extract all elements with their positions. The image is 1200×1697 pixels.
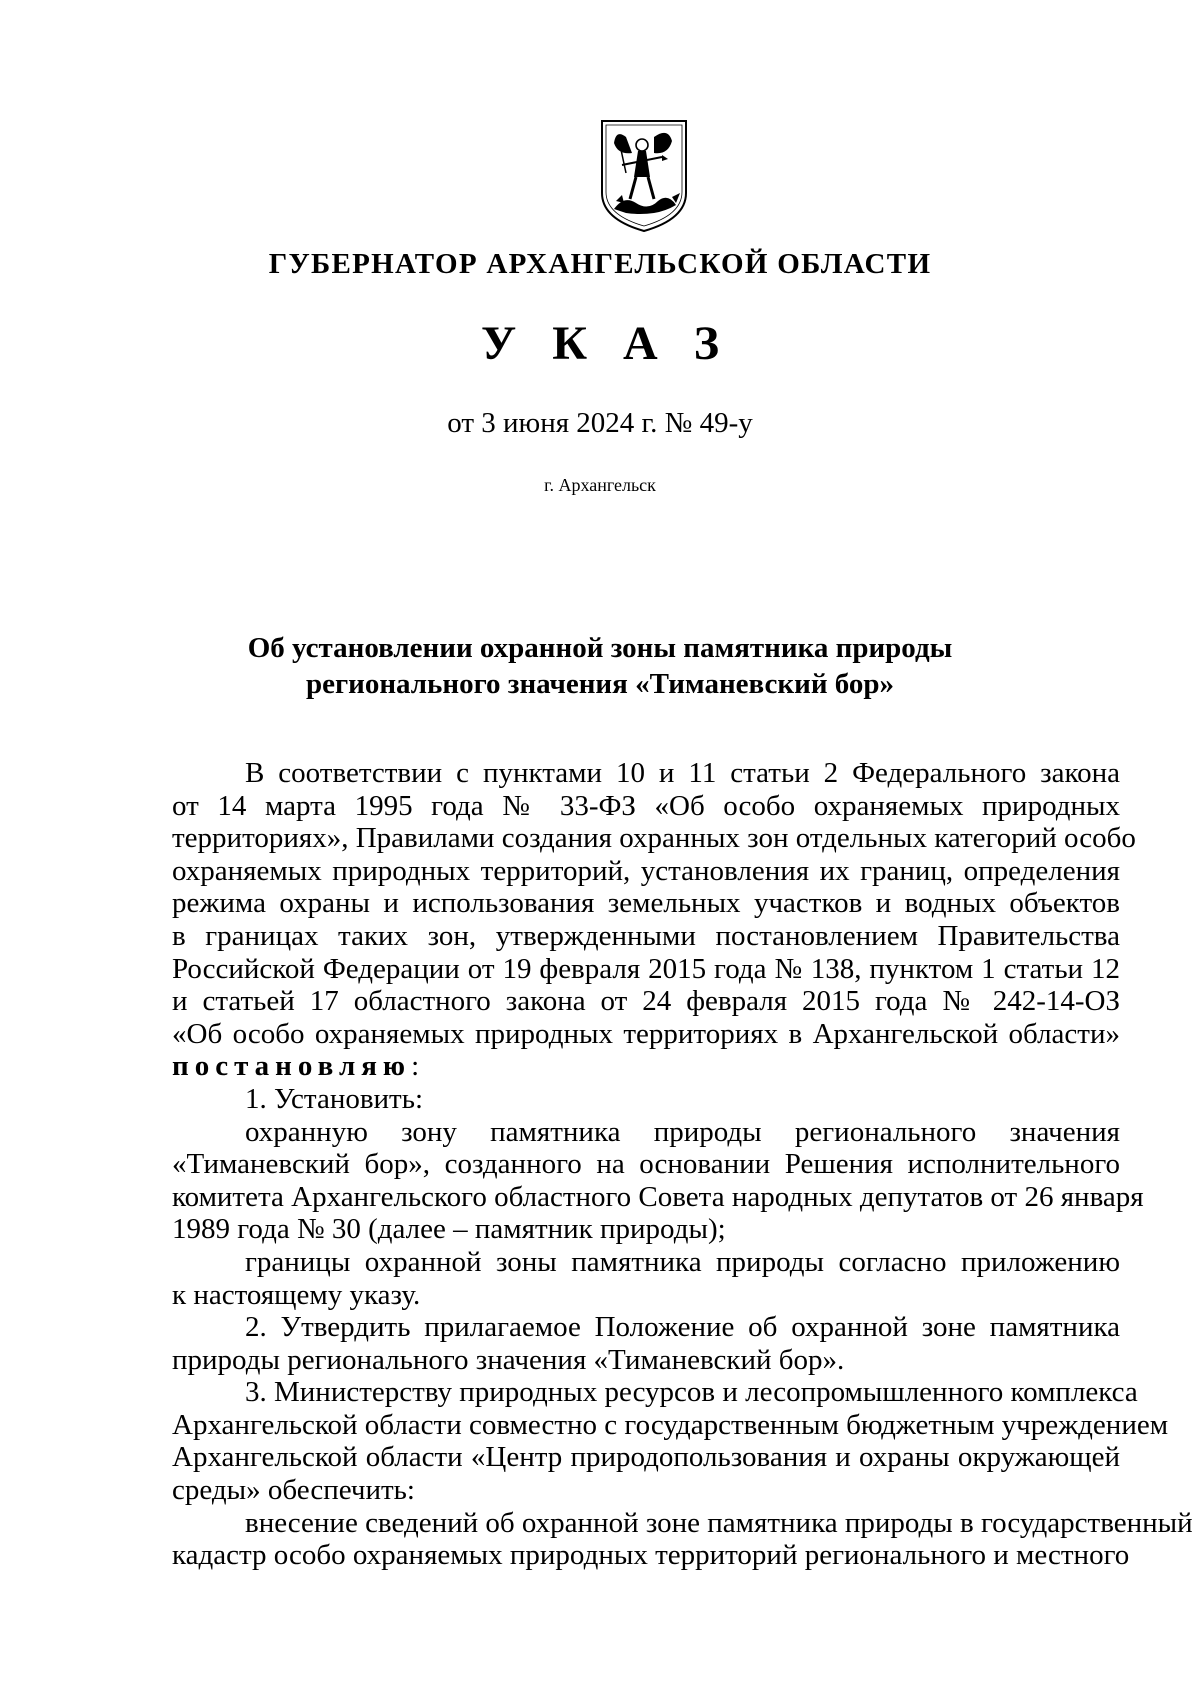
- document-body: [172, 757, 1193, 1572]
- body-line: комитета Архангельского областного Совета народных депутатов от 26 января: [172, 1180, 1144, 1213]
- body-line: 1989 года № 30 (далее – памятник природы);: [172, 1213, 726, 1246]
- body-line: Архангельской области «Центр природопользования и охраны окружающей: [172, 1441, 1120, 1474]
- decree-line: [172, 1050, 1120, 1083]
- body-line: территориях», Правилами создания охранных зон отдельных категорий особо: [172, 822, 1136, 855]
- document-title: [0, 630, 1200, 702]
- body-line: к настоящему указу.: [172, 1278, 421, 1311]
- body-line: 2. Утвердить прилагаемое Положение об охранной зоне памятника: [245, 1311, 1120, 1344]
- body-line: Российской Федерации от 19 февраля 2015 года № 138, пунктом 1 статьи 12: [172, 952, 1120, 985]
- document-date-number: от 3 июня 2024 г. № 49-у: [447, 407, 753, 439]
- body-line: В соответствии с пунктами 10 и 11 статьи 2 Федерального закона: [245, 757, 1120, 789]
- body-line: охраняемых природных территорий, установления их границ, определения: [172, 854, 1120, 887]
- doc-type-letter: У: [480, 317, 517, 370]
- doc-type-letter: К: [552, 317, 588, 370]
- decree-colon: :: [411, 1050, 420, 1083]
- body-line: охранную зону памятника природы регионального значения: [245, 1115, 1120, 1148]
- body-line: в границах таких зон, утвержденными постановлением Правительства: [172, 919, 1120, 952]
- body-line: Архангельской области совместно с государственным бюджетным учреждением: [172, 1408, 1169, 1441]
- doc-type-letter: З: [693, 317, 720, 370]
- issuing-authority: ГУБЕРНАТОР АРХАНГЕЛЬСКОЙ ОБЛАСТИ: [268, 248, 932, 280]
- document-place: г. Архангельск: [544, 475, 656, 495]
- title-line: Об установлении охранной зоны памятника природы: [247, 632, 953, 664]
- body-line: и статьей 17 областного закона от 24 февраля 2015 года № 242-14-ОЗ: [172, 985, 1120, 1018]
- body-line: от 14 марта 1995 года № 33-ФЗ «Об особо охраняемых природных: [172, 789, 1120, 822]
- document-type: [0, 316, 1200, 371]
- body-line: «Тиманевский бор», созданного на основании Решения исполнительного: [172, 1148, 1120, 1181]
- coat-of-arms-icon: [596, 115, 692, 235]
- doc-type-letter: А: [623, 317, 658, 370]
- item-heading: 1. Установить:: [245, 1082, 424, 1115]
- body-line: среды» обеспечить:: [172, 1474, 415, 1507]
- body-line: «Об особо охраняемых природных территориях в Архангельской области»: [172, 1017, 1120, 1050]
- body-line: кадастр особо охраняемых природных территорий регионального и местного: [172, 1539, 1130, 1572]
- body-line: 3. Министерству природных ресурсов и лесопромышленного комплекса: [245, 1376, 1138, 1409]
- title-line: регионального значения «Тиманевский бор»: [305, 668, 895, 700]
- decree-word: постановляю: [172, 1050, 412, 1083]
- body-line: границы охранной зоны памятника природы согласно приложению: [245, 1245, 1120, 1278]
- body-line: режима охраны и использования земельных участков и водных объектов: [172, 887, 1120, 920]
- body-line: природы регионального значения «Тиманевский бор».: [172, 1343, 845, 1376]
- body-line: внесение сведений об охранной зоне памятника природы в государственный: [245, 1506, 1193, 1539]
